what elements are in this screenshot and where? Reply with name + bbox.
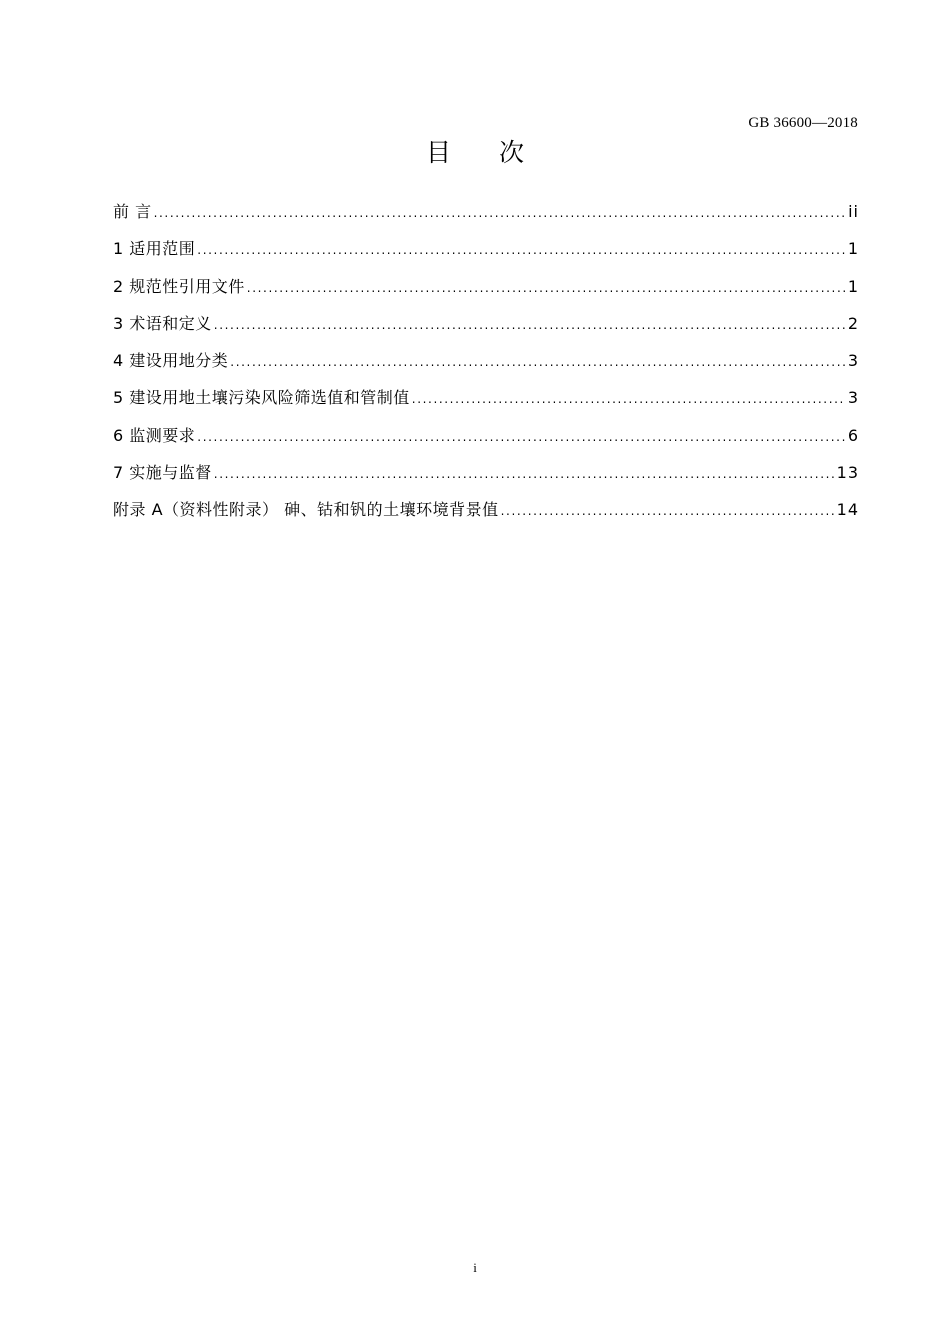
toc-entry-label: 2 规范性引用文件 xyxy=(113,276,245,296)
toc-entry-label: 6 监测要求 xyxy=(113,425,196,445)
toc-entry-monitoring[interactable] xyxy=(113,425,859,462)
toc-leader-dots xyxy=(230,351,846,373)
toc-entry-page: 1 xyxy=(847,276,859,296)
toc-leader-dots xyxy=(501,500,835,522)
toc-entry-label: 7 实施与监督 xyxy=(113,463,212,483)
toc-title: 目 次 xyxy=(426,138,544,167)
table-of-contents xyxy=(113,201,859,537)
toc-entry-label: 前 言 xyxy=(113,202,152,221)
toc-leader-dots xyxy=(214,314,846,336)
standard-code: GB 36600—2018 xyxy=(748,115,858,131)
toc-leader-dots xyxy=(412,388,846,410)
toc-entry-label: 附录 A（资料性附录） 砷、钴和钒的土壤环境背景值 xyxy=(113,500,499,520)
toc-entry-implementation[interactable] xyxy=(113,462,859,499)
toc-leader-dots xyxy=(214,463,835,485)
toc-entry-page: 3 xyxy=(847,388,859,408)
toc-entry-page: 1 xyxy=(847,239,859,259)
toc-leader-dots xyxy=(247,277,846,299)
toc-leader-dots xyxy=(197,426,846,448)
toc-entry-label: 4 建设用地分类 xyxy=(113,351,229,371)
toc-entry-label: 5 建设用地土壤污染风险筛选值和管制值 xyxy=(113,388,410,408)
toc-entry-page: 6 xyxy=(847,425,859,445)
toc-entry-terms-definitions[interactable] xyxy=(113,313,859,350)
toc-entry-normative-references[interactable] xyxy=(113,276,859,313)
toc-leader-dots xyxy=(154,202,847,224)
toc-entry-foreword[interactable] xyxy=(113,201,859,238)
toc-leader-dots xyxy=(197,239,846,261)
toc-entry-page: 2 xyxy=(847,313,859,333)
toc-entry-land-classification[interactable] xyxy=(113,350,859,387)
toc-entry-page: 3 xyxy=(847,351,859,371)
toc-entry-label: 3 术语和定义 xyxy=(113,313,212,333)
toc-entry-scope[interactable] xyxy=(113,238,859,275)
toc-entry-page: 13 xyxy=(836,463,859,483)
toc-entry-page: 14 xyxy=(836,500,859,520)
toc-entry-label: 1 适用范围 xyxy=(113,239,196,259)
page-number: i xyxy=(473,1260,477,1275)
toc-entry-page: ii xyxy=(848,202,859,221)
toc-entry-screening-values[interactable] xyxy=(113,387,859,424)
toc-entry-appendix-a[interactable] xyxy=(113,499,859,536)
